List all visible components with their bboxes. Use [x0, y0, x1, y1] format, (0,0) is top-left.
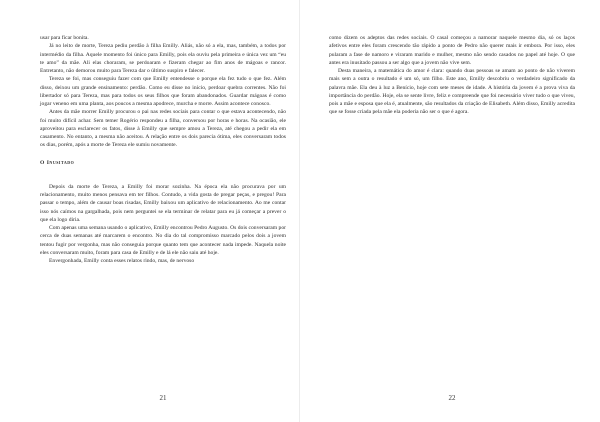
paragraph: Já no leito de morte, Tereza pediu perdão à filha Emilly. Aliás, não só a ela, mas, também, a todos por intermédio da filha. Aquele momento foi único para Emilly, pois ela ouviu pela primeira e única vez um “eu te amo” da mãe. Ali elas choraram, se perdoaram e fizeram chegar ao fim anos de mágoas e rancor. Entretanto, não demorou muito para Tereza dar o último suspiro e falecer. [40, 43, 286, 74]
paragraph: Antes da mãe morrer Emilly procurou o pai nas redes sociais para contar o que estava acontecendo, não foi muito difícil achar. Sem temer Rogério respondeu a filha, conversou por horas e horas. Na ocasião, ele aproveitou para esclarecer os fatos, disse à Emilly que sempre amou a Tereza, até chegou a pedir ela em casamento. No entanto, a mesma não aceitou. A relação entre os dois parecia ótima, eles conversaram todos os dias, porém, após a morte de Tereza ele sumiu novamente. [40, 109, 286, 149]
paragraph: Com apenas uma semana usando o aplicativo, Emilly encontrou Pedro Augusto. Os dois conversaram por cerca de duas semanas até marcarem o encontro. No dia do tal compromisso marcado pelos dois a jovem tentou fugir por vergonha, mas não conseguia porque quanto tem que acontecer nada impede. Naquela noite eles conversaram muito, foram para casa de Emilly e de lá ele não saiu até hoje. [40, 225, 286, 256]
paragraph: Envergonhada, Emilly conta esses relatos rindo, mas, de nervoso [49, 258, 195, 264]
left-page [40, 34, 286, 265]
paragraph: como dizem os adeptos das redes sociais. O casal começou a namorar naquele mesmo dia, só os laços afetivos entre eles foram crescendo tão rápido a ponto de Pedro não querer mais ir embora. Por isso, eles pularam a fase de namoro e viraram marido e mulher, mesmo não sendo casados no papel até hoje. O que antes era inusitado passou a ser algo que a jovem não vive sem. [329, 35, 575, 66]
right-page-body [329, 34, 575, 117]
paragraph: usar para ficar bonita. [40, 35, 89, 41]
paragraph: Desta maneira, a matemática do amor é clara: quando duas pessoas se amam ao ponto de não viverem mais sem a outra o resultado é um só, um filho. Este ano, Emilly descobriu o verdadeiro significado da palavra mãe. Ela deu à luz a Benício, hoje com sete meses de idade. A história da jovem é a prova viva da importância do perdão. Hoje, ela se sente livre, feliz e compreende que foi necessário viver tudo o que viveu, pois a mãe e esposa que ela é, atualmente, são resultados da criação de Elisabeth. Além disso, Emilly acredita que se fosse criada pela mãe ela poderia não ser o que é agora. [329, 68, 575, 116]
book-gutter [299, 0, 300, 422]
page-number-left: 21 [159, 394, 167, 402]
section-heading: O Inusitado [40, 159, 75, 166]
paragraph: Depois da morte de Tereza, a Emilly foi morar sozinha. Na época ela não procurava por um relacionamento, muito menos pensava em ter filhos. Contudo, a vida gosta de pregar peças, e pregou! Para passar o tempo, além de causar boas risadas, Emilly baixou um aplicativo de relacionamento. Ao me contar isso nós caímos na gargalhada, pois nem perguntei se ela terminar de relatar para eu já começar a prever o que ela logo diria. [40, 183, 286, 223]
paragraph: Tereza se foi, mas conseguiu fazer com que Emilly entendesse o porque ela fez tudo o que fez. Além disso, deixou um grande ensinamento: perdão. Como eu disse no início, perdoar quebra correntes. Não foi libertador só para Tereza, mas para todos os seus filhos que foram abandonados. Guardar mágoas é como jogar veneno em uma planta, aos poucos a mesma apodrece, murcha e morre. Assim acontece conosco. [40, 76, 286, 107]
left-page-body [40, 34, 286, 265]
page-number-right: 22 [448, 394, 456, 402]
right-page [329, 34, 575, 117]
